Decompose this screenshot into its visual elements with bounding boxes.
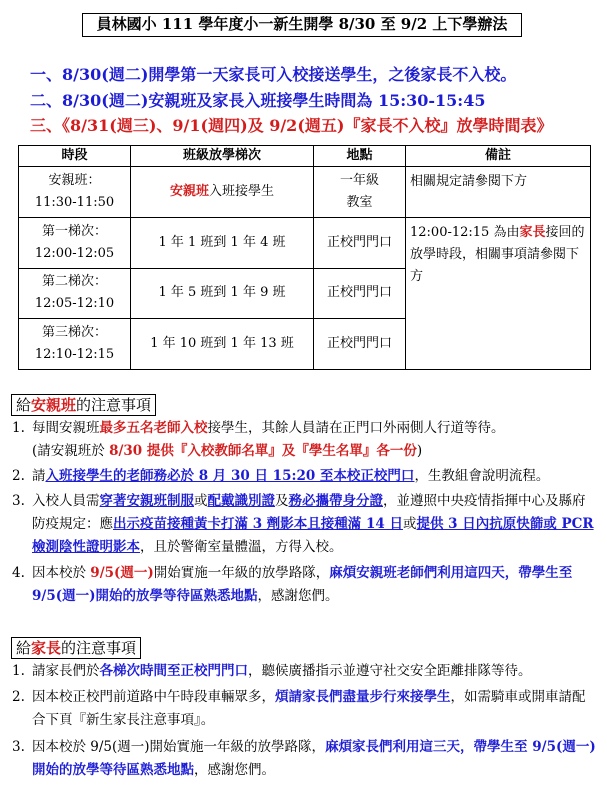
table-row <box>19 167 591 218</box>
place-cell: 正校門門口 <box>314 268 406 319</box>
merged-note-cell: 12:00-12:15 為由家長接回的放學時段，相關事項請參閱下方 <box>406 217 591 369</box>
time-cell: 安親班： 11:30-11:50 <box>19 167 131 218</box>
headline-1: 一、8/30(週二)開學第一天家長可入校接送學生，之後家長不入校。 <box>30 65 517 84</box>
section-heading-parents: 給家長的注意事項 <box>11 637 141 659</box>
note-cell: 相關規定請參閱下方 <box>406 167 591 218</box>
batch-cell: 1 年 1 班到 1 年 4 班 <box>131 217 314 268</box>
batch-cell: 1 年 10 班到 1 年 13 班 <box>131 319 314 370</box>
batch-cell: 安親班入班接學生 <box>131 167 314 218</box>
table-header-row <box>19 146 591 167</box>
time-cell: 第一梯次： 12:00-12:05 <box>19 217 131 268</box>
document-title: 員林國小 111 學年度小一新生開學 8/30 至 9/2 上下學辦法 <box>82 13 522 37</box>
section-heading-after-school: 給安親班的注意事項 <box>11 394 156 416</box>
list-item: 4. 因本校於 9/5(週一)開始實施一年級的放學路隊，麻煩安親班老師們利用這四天，帶學生至 9/5(週一)開始的放學等待區熟悉地點，感謝您們。 <box>12 565 573 604</box>
time-cell: 第三梯次： 12:10-12:15 <box>19 319 131 370</box>
header-time: 時段 <box>19 146 131 167</box>
list-item: 2. 請入班接學生的老師務必於 8 月 30 日 15:20 至本校正校門口，生教組會說明流程。 <box>12 468 550 484</box>
list-item: 1. 每間安親班最多五名老師入校接學生，其餘人員請在正門口外兩側人行道等待。 (請安親班於 8/30 提供『入校教師名單』及『學生名單』各一份) <box>12 420 505 459</box>
headline-3: 三、《8/31(週三)、9/1(週四)及 9/2(週五)『家長不入校』放學時間表》 <box>30 116 553 135</box>
schedule-table <box>18 145 591 370</box>
list-item: 3. 因本校於 9/5(週一)開始實施一年級的放學路隊，麻煩家長們利用這三天，帶學生至 9/5(週一)開始的放學等待區熟悉地點，感謝您們。 <box>12 739 596 778</box>
list-item: 3. 入校人員需穿著安親班制服或配戴識別證及務必攜帶身分證，並遵照中央疫情指揮中心及縣府防疫規定：應出示疫苗接種黃卡打滿 3 劑影本且接種滿 14 日或提供 3 日內抗原快篩或 PCR 檢測陰性證明影本，且於警衛室量體溫，方得入校。 <box>12 493 594 555</box>
headline-2: 二、8/30(週二)安親班及家長入班接學生時間為 15:30-15:45 <box>30 91 486 110</box>
list-item: 2. 因本校正校門前道路中午時段車輛眾多，煩請家長們盡量步行來接學生，如需騎車或開車請配合下頁『新生家長注意事項』。 <box>12 689 586 728</box>
place-cell: 正校門門口 <box>314 319 406 370</box>
batch-cell: 1 年 5 班到 1 年 9 班 <box>131 268 314 319</box>
header-place: 地點 <box>314 146 406 167</box>
list-item: 1. 請家長們於各梯次時間至正校門門口，聽候廣播指示並遵守社交安全距離排隊等待。 <box>12 663 532 679</box>
place-cell: 正校門門口 <box>314 217 406 268</box>
header-batch: 班級放學梯次 <box>131 146 314 167</box>
place-cell: 一年級 教室 <box>314 167 406 218</box>
header-note: 備註 <box>406 146 591 167</box>
time-cell: 第二梯次： 12:05-12:10 <box>19 268 131 319</box>
table-row <box>19 217 591 268</box>
